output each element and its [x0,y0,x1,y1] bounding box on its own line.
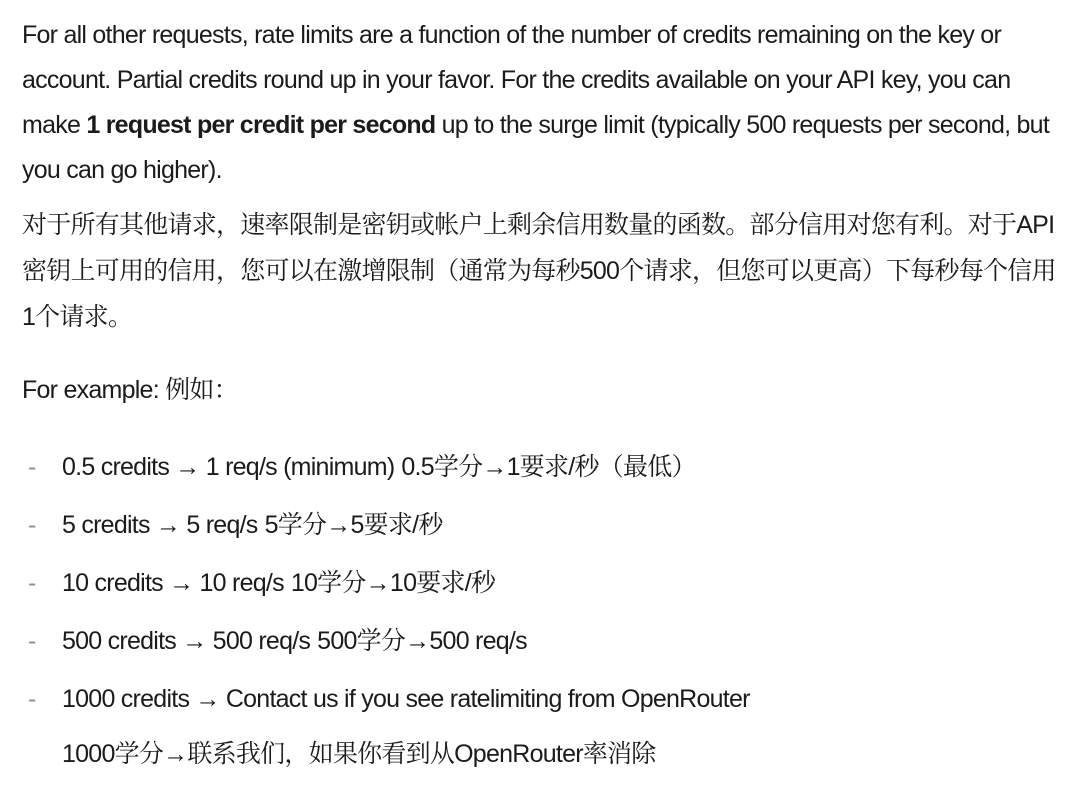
list-item-text-zh: 1000学分→联系我们，如果你看到从OpenRouter率消除 [62,740,656,768]
intro-paragraph-zh: 对于所有其他请求，速率限制是密钥或帐户上剩余信用数量的函数。部分信用对您有利。对于API密钥上可用的信用，您可以在激增限制（通常为每秒500个请求，但您可以更高）下每秒每个信用1个请求。 [22,211,1056,331]
list-item [28,561,1062,606]
list-item-text-zh: 500学分→500 req/s [317,627,527,655]
list-item-text-en: 10 credits → 10 req/s [62,569,284,597]
list-item-text-zh: 10学分→10要求/秒 [290,569,496,597]
credits-list [22,445,1062,777]
bullet-dash-icon: - [28,453,37,481]
bullet-dash-icon: - [28,627,37,655]
example-label: For example: 例如： [22,376,238,404]
list-item-text-en: 1000 credits → Contact us if you see ratelimiting from OpenRouter [62,685,750,713]
intro-en-before-bold: For all other requests, rate limits are a function of the number of credits remaining on the key or account. Partial credits round up in your favor. For the credits available on your API key, you can make [22,21,1011,139]
list-item [28,445,1062,490]
list-item [28,503,1062,548]
list-item-text-zh: 5学分→5要求/秒 [264,511,443,539]
list-item-text-en: 5 credits → 5 req/s [62,511,258,539]
intro-paragraph-en [22,13,1062,193]
bullet-dash-icon: - [28,511,37,539]
list-item-text-en: 500 credits → 500 req/s [62,627,311,655]
list-item [28,619,1062,664]
list-item [28,677,1062,777]
bullet-dash-icon: - [28,569,37,597]
bullet-dash-icon: - [28,685,37,713]
intro-en-bold-text: 1 request per credit per second [86,111,436,139]
intro-en-after-bold: up to the surge limit (typically 500 requests per second, but you can go higher). [22,111,1050,184]
list-item-text-zh: 0.5学分→1要求/秒（最低） [401,453,696,481]
list-item-text-en: 0.5 credits → 1 req/s (minimum) [62,453,395,481]
